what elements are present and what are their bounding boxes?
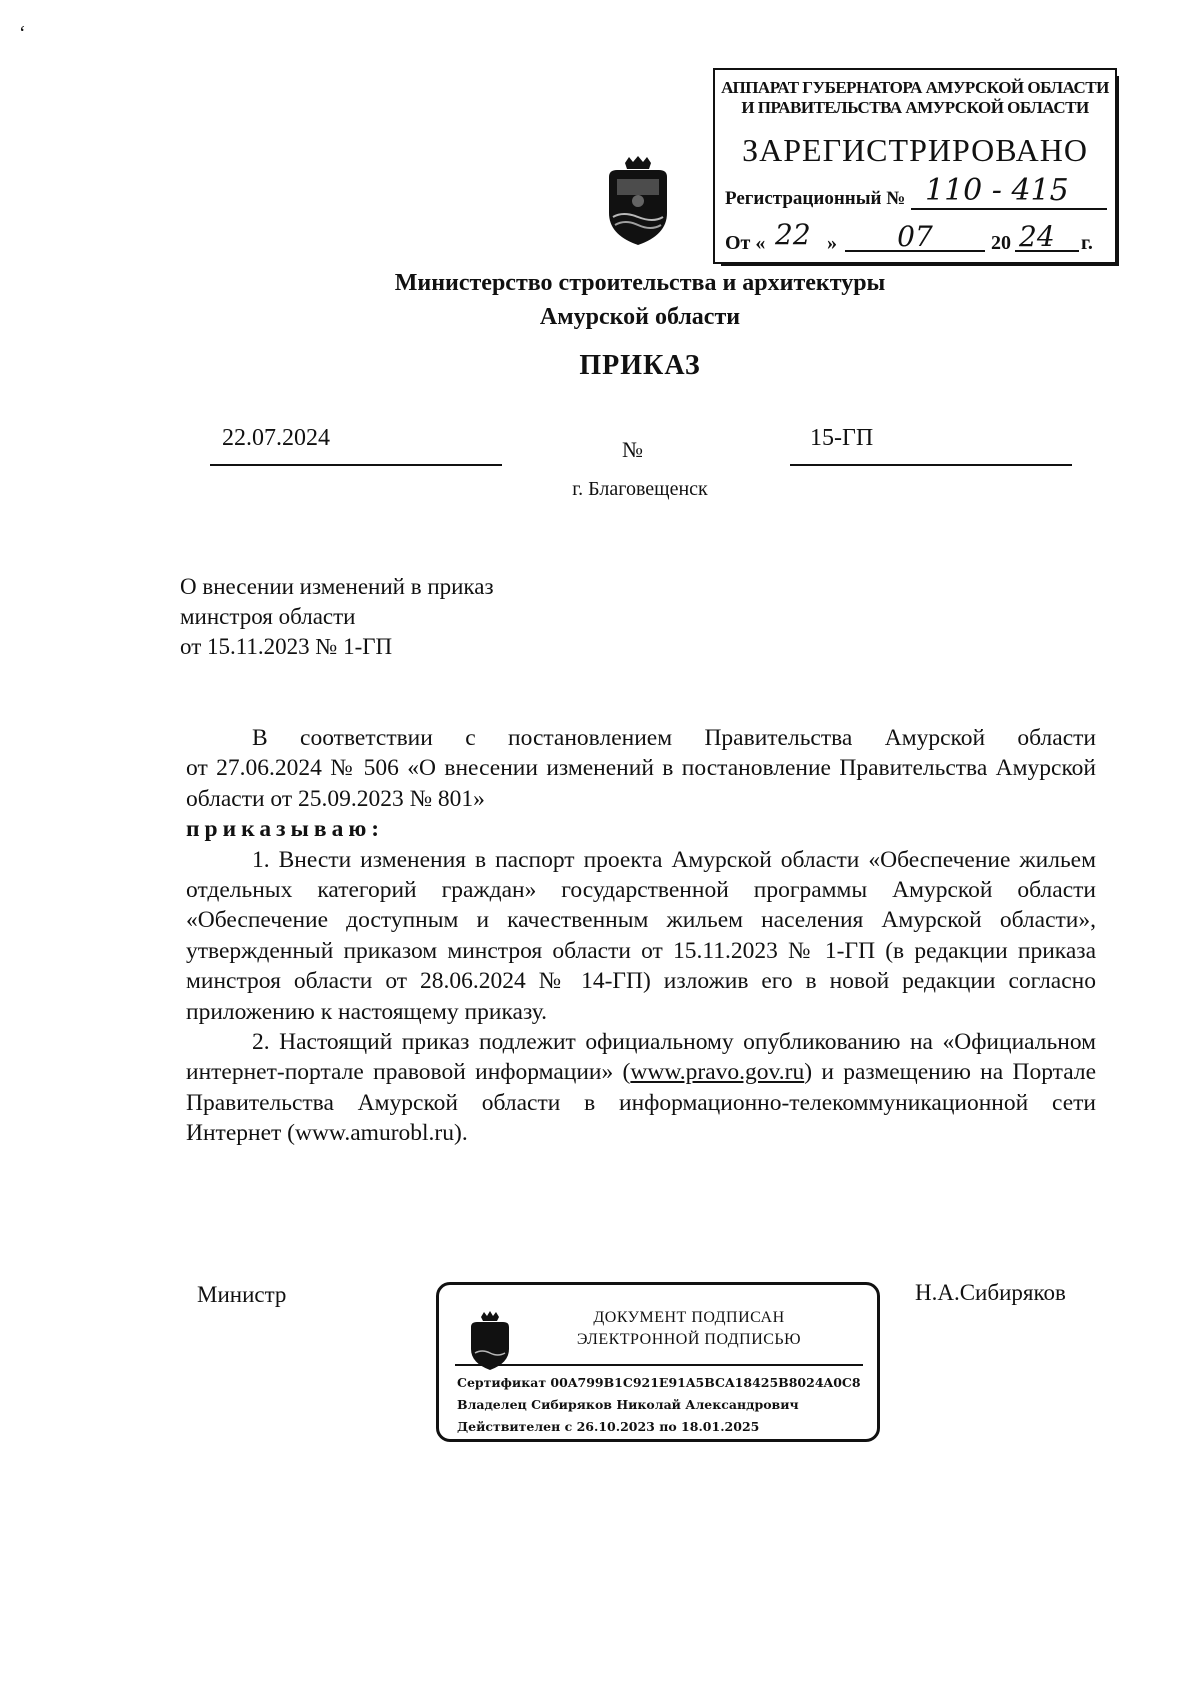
stamp-org-line1: АППАРАТ ГУБЕРНАТОРА АМУРСКОЙ ОБЛАСТИ [721, 78, 1109, 97]
esig-owner: Владелец Сибиряков Николай Александрович [457, 1397, 799, 1412]
preamble-line1: В соответствии с постановлением Правительства Амурской области [252, 725, 1096, 751]
subject-line2: минстроя области [180, 604, 356, 629]
order-body [186, 723, 1096, 1149]
subject-line3: от 15.11.2023 № 1-ГП [180, 634, 393, 659]
stamp-date-year-prefix: 20 [991, 232, 1011, 254]
signer-title: Министр [197, 1282, 287, 1307]
doc-type: ПРИКАЗ [579, 350, 701, 381]
esig-line1: ДОКУМЕНТ ПОДПИСАН [593, 1309, 785, 1326]
order-item-2 [186, 1027, 1096, 1149]
stamp-date-month: 07 [845, 222, 985, 252]
order-item-1: 1. Внести изменения в паспорт проекта Амурской области «Обеспечение жильем отдельных категорий граждан» государственной программы Амурской области «Обеспечение доступным и качественным жильем населения Амурской области», утвержденный приказом минстроя области от 15.11.2023 № 1-ГП (в редакции приказа минстроя области от 28.06.2024 № 14-ГП) изложив его в новой редакции согласно приложению к настоящему приказу. [186, 846, 1096, 1025]
item2-part1: 2. Настоящий приказ подлежит официальному опубликованию на «Официальном интернет-портале правовой информации» ( [186, 1029, 1096, 1086]
order-word: приказываю: [186, 816, 385, 843]
esig-line2: ЭЛЕКТРОННОЙ ПОДПИСЬЮ [576, 1331, 802, 1348]
stamp-date-prefix: От « [725, 232, 766, 254]
subject-line1: О внесении изменений в приказ [180, 574, 494, 599]
stamp-date-year-suffix: 24 [1015, 222, 1079, 252]
stamp-date-mid: » [827, 232, 837, 254]
stamp-number-value: 110 - 415 [911, 176, 1107, 210]
preamble-rest: от 27.06.2024 № 506 «О внесении изменений в постановление Правительства Амурской области от 25.09.2023 № 801» [186, 755, 1096, 812]
ministry-name-line2: Амурской области [539, 304, 741, 330]
esig-separator [455, 1364, 863, 1366]
coat-of-arms-icon [603, 155, 673, 247]
item2-part2: ) и размещению на Портале Правительства Амурской области в информационно-телекоммуникационной сети Интернет (www.amurobl.ru). [186, 1059, 1096, 1147]
stamp-org-line2: И ПРАВИТЕЛЬСТВА АМУРСКОЙ ОБЛАСТИ [741, 98, 1089, 117]
signer-name: Н.А.Сибиряков [915, 1280, 1066, 1305]
esig-certificate: Сертификат 00A799B1C921E91A5BCA18425B8024A0C8 [457, 1375, 861, 1390]
esig-validity: Действителен с 26.10.2023 по 18.01.2025 [457, 1419, 760, 1434]
esignature-stamp [436, 1282, 880, 1442]
order-subject [180, 572, 494, 662]
order-number: 15-ГП [790, 425, 1072, 466]
stamp-title: ЗАРЕГИСТРИРОВАНО [742, 132, 1088, 168]
number-sign: № [622, 437, 643, 462]
stamp-number-label: Регистрационный № [725, 188, 906, 209]
pravo-link[interactable]: www.pravo.gov.ru [630, 1059, 805, 1086]
esig-coat-of-arms-icon [467, 1311, 513, 1371]
scan-mark: ʻ [18, 22, 25, 44]
order-date: 22.07.2024 [210, 425, 502, 466]
stamp-date-day: 22 [775, 218, 811, 251]
city: г. Благовещенск [572, 478, 708, 500]
esig-heading [539, 1307, 839, 1351]
registration-stamp [713, 68, 1117, 264]
ministry-name-line1: Министерство строительства и архитектуры [394, 270, 886, 296]
stamp-date-year-unit: г. [1081, 232, 1093, 254]
